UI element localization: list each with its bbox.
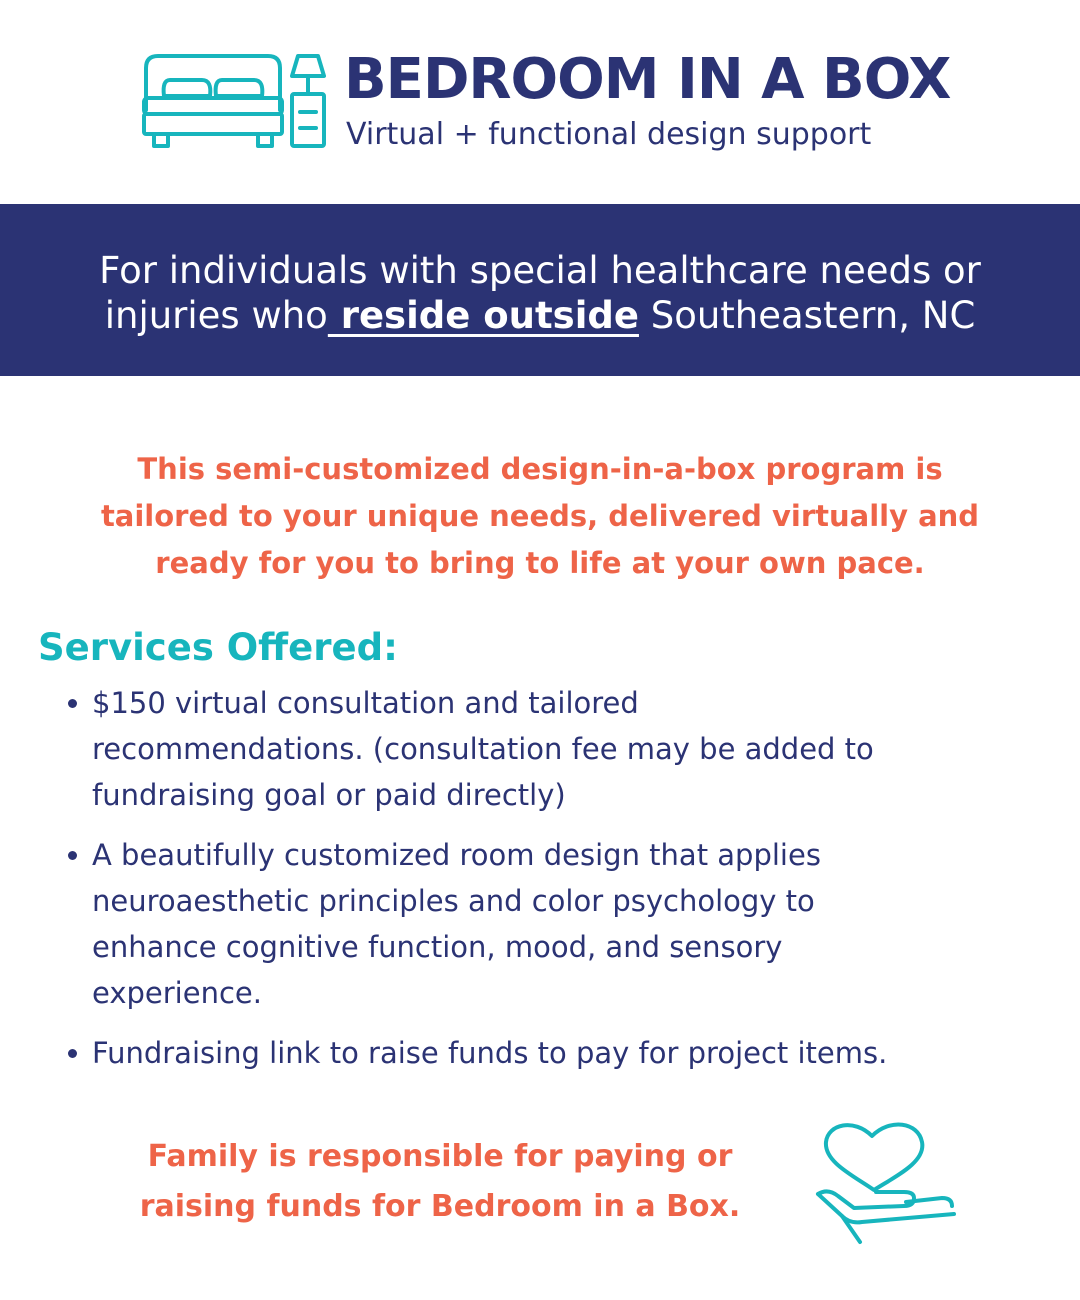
list-item-line: experience.: [92, 976, 262, 1010]
audience-banner: [0, 204, 1080, 376]
footer-line-1: Family is responsible for paying or: [147, 1139, 733, 1174]
list-item: [92, 1030, 1052, 1076]
bed-with-nightstand-icon: [140, 50, 326, 152]
intro-line-1: This semi-customized design-in-a-box program is: [137, 452, 943, 486]
heart-in-hand-icon: [814, 1118, 960, 1248]
page-subtitle: Virtual + functional design support: [346, 117, 872, 152]
header: [0, 0, 1080, 200]
list-item-line: A beautifully customized room design that applies: [92, 838, 821, 872]
list-item: [92, 832, 1052, 1016]
payment-responsibility-note: [60, 1132, 820, 1232]
intro-line-3: ready for you to bring to life at your own pace.: [155, 546, 925, 580]
list-item-line: neuroaesthetic principles and color psychology to: [92, 884, 815, 918]
intro-line-2: tailored to your unique needs, delivered virtually and: [100, 499, 980, 533]
banner-line-1: For individuals with special healthcare needs or: [99, 249, 981, 292]
services-list: [92, 680, 1052, 1090]
services-heading: Services Offered:: [38, 626, 398, 669]
banner-line-2-prefix: injuries who: [104, 294, 328, 337]
list-item-line: recommendations. (consultation fee may be added to: [92, 732, 874, 766]
list-item-line: enhance cognitive function, mood, and sensory: [92, 930, 783, 964]
page-title: BEDROOM IN A BOX: [344, 47, 951, 112]
banner-emphasis: reside outside: [327, 294, 639, 337]
footer-line-2: raising funds for Bedroom in a Box.: [139, 1189, 741, 1224]
list-item: [92, 680, 1052, 818]
program-intro: [40, 446, 1040, 587]
banner-line-2-suffix: Southeastern, NC: [638, 294, 976, 337]
list-item-line: Fundraising link to raise funds to pay for project items.: [92, 1036, 888, 1070]
list-item-line: fundraising goal or paid directly): [92, 778, 566, 812]
list-item-line: $150 virtual consultation and tailored: [92, 686, 639, 720]
banner-line-2: [0, 293, 1080, 338]
